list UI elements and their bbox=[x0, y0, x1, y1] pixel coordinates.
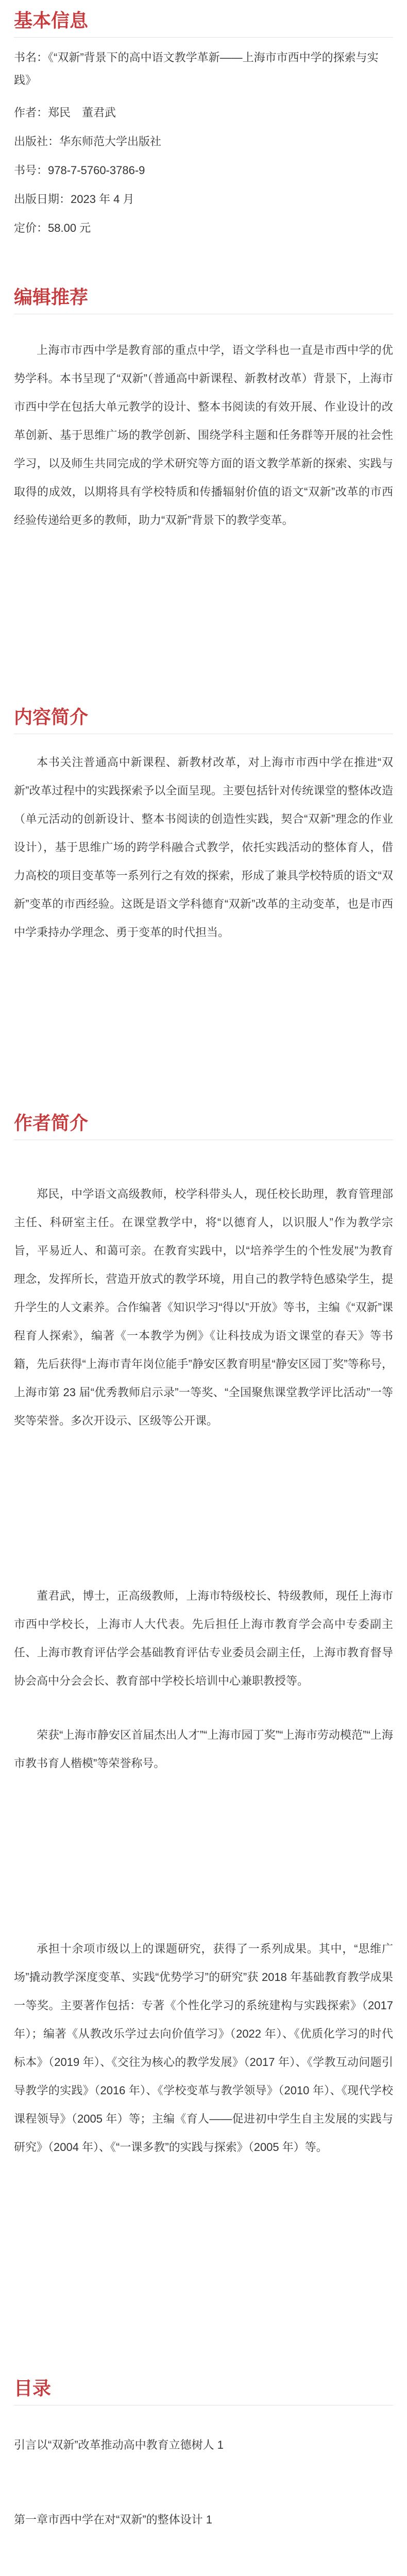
author-honors: 荣获“上海市静安区首届杰出人才”“上海市园丁奖”“上海市劳动模范”“上海市教书育人楷模”等荣誉称号。 bbox=[14, 1728, 393, 1770]
toc-item[interactable]: 第一章市西中学在对“双新”的整体设计 1 bbox=[14, 2513, 213, 2526]
publisher: 华东师范大学出版社 bbox=[59, 135, 162, 148]
section-title-summary: 内容简介 bbox=[14, 706, 89, 727]
section-title-toc: 目录 bbox=[14, 2378, 52, 2399]
pub-date: 2023 年 4 月 bbox=[71, 193, 134, 206]
pub-date-line bbox=[14, 188, 393, 211]
book-title: 《“双新”背景下的高中语文教学革新——上海市市西中学的探索与实践》 bbox=[14, 51, 379, 87]
price-line bbox=[14, 217, 393, 240]
author-bio-zhengmin: 郑民，中学语文高级教师，校学科带头人，现任校长助理，教育管理部主任、科研室主任。在课堂教学中，将“以德育人，以识服人”作为教学宗旨，平易近人、和蔼可亲。在教育实践中，以“培养学生的个性发展”为教育理念，发挥所长，营造开放式的教学环境，用自己的教学特色感染学生，提升学生的人文素养。合作编著《知识学习“得以”开放》等书，主编《“双新”课程育人探索》，编著《一本教学为例》《让科技成为语文课堂的春天》等书籍，先后获得“上海市青年岗位能手”静安区教育明星“静安区园丁奖”等称号，上海市第 23 届“优秀教师启示录”一等奖、“全国聚焦课堂教学评比活动”一等奖等荣誉。多次开设示、区级等公开课。 bbox=[14, 1188, 393, 1427]
book-title-label: 书名： bbox=[14, 51, 48, 64]
book-title-line bbox=[14, 46, 393, 92]
editor-recommend-paragraph: 上海市市西中学是教育部的重点中学，语文学科也一直是市西中学的优势学科。本书呈现了“双新”（普通高中新课程、新教材改革）背景下，上海市市西中学在包括大单元教学的设计、整本书阅读的有效开展、作业设计的改革创新、基于思维广场的教学创新、围绕学科主题和任务群等开展的社会性学习，以及师生共同完成的学术研究等方面的语文教学革新的探索、实践与取得的成效，以期将具有学校特质和传播辐射价值的语文“双新”改革的市西经验传递给更多的教师，助力“双新”背景下的教学变革。 bbox=[14, 344, 393, 527]
author-line bbox=[14, 101, 393, 124]
publisher-line bbox=[14, 130, 393, 153]
summary-paragraph: 本书关注普通高中新课程、新教材改革，对上海市市西中学在推进“双新”改革过程中的实践探索予以全面呈现。主要包括针对传统课堂的整体改造（单元活动的创新设计、整本书阅读的创造性实践，契合“双新”理念的作业设计），基于思维广场的跨学科融合式教学，依托实践活动的整体育人，借力高校的项目变革等一系列行之有效的探索，形成了兼具学校特质的语文“双新”变革的市西经验。这既是语文学科德育“双新”改革的主动变革，也是市西中学秉持办学理念、勇于变革的时代担当。 bbox=[14, 756, 393, 939]
isbn: 978-7-5760-3786-9 bbox=[48, 164, 145, 177]
isbn-label: 书号： bbox=[14, 164, 48, 177]
pub-date-label: 出版日期： bbox=[14, 193, 71, 206]
author: 郑民 董君武 bbox=[48, 106, 116, 119]
price: 58.00 元 bbox=[48, 222, 91, 234]
price-label: 定价： bbox=[14, 222, 48, 234]
publisher-label: 出版社： bbox=[14, 135, 60, 148]
divider bbox=[14, 37, 393, 38]
author-label: 作者： bbox=[14, 106, 48, 119]
section-title-basic-info: 基本信息 bbox=[14, 10, 89, 31]
section-title-authors: 作者简介 bbox=[14, 1112, 89, 1133]
author-bio-dongjunwu: 董君武，博士，正高级教师，上海市特级校长、特级教师，现任上海市市西中学校长，上海市人大代表。先后担任上海市教育学会高中专委副主任、上海市教育评估学会基础教育评估专业委员会副主任，上海市教育督导协会高中分会会长、教育部中学校长培训中心兼职教授等。 bbox=[14, 1589, 393, 1687]
section-title-editor-recommend: 编辑推荐 bbox=[14, 286, 89, 308]
author-research: 承担十余项市级以上的课题研究，获得了一系列成果。其中，“思维广场”撬动教学深度变革、实践“优势学习”的研究”获 2018 年基础教育教学成果一等奖。主要著作包括：专著《个性化学习的系统建构与实践探索》（2017 年）；编著《从教改乐学过去向价值学习》（2022 年）、《优质化学习的时代标本》（2019 年）、《交往为核心的教学发展》（2017 年）、《学教互动问题引导教学的实践》（2016 年）、《学校变革与教学领导》（2010 年）、《现代学校课程领导》（2005 年）等；主编《育人——促进初中学生自主发展的实践与研究》（2004 年）、《“一课多教”的实践与探索》（2005 年）等。 bbox=[14, 1942, 393, 2154]
toc-item[interactable]: 引言以“双新”改革推动高中教育立德树人 1 bbox=[14, 2438, 224, 2451]
isbn-line bbox=[14, 159, 393, 182]
